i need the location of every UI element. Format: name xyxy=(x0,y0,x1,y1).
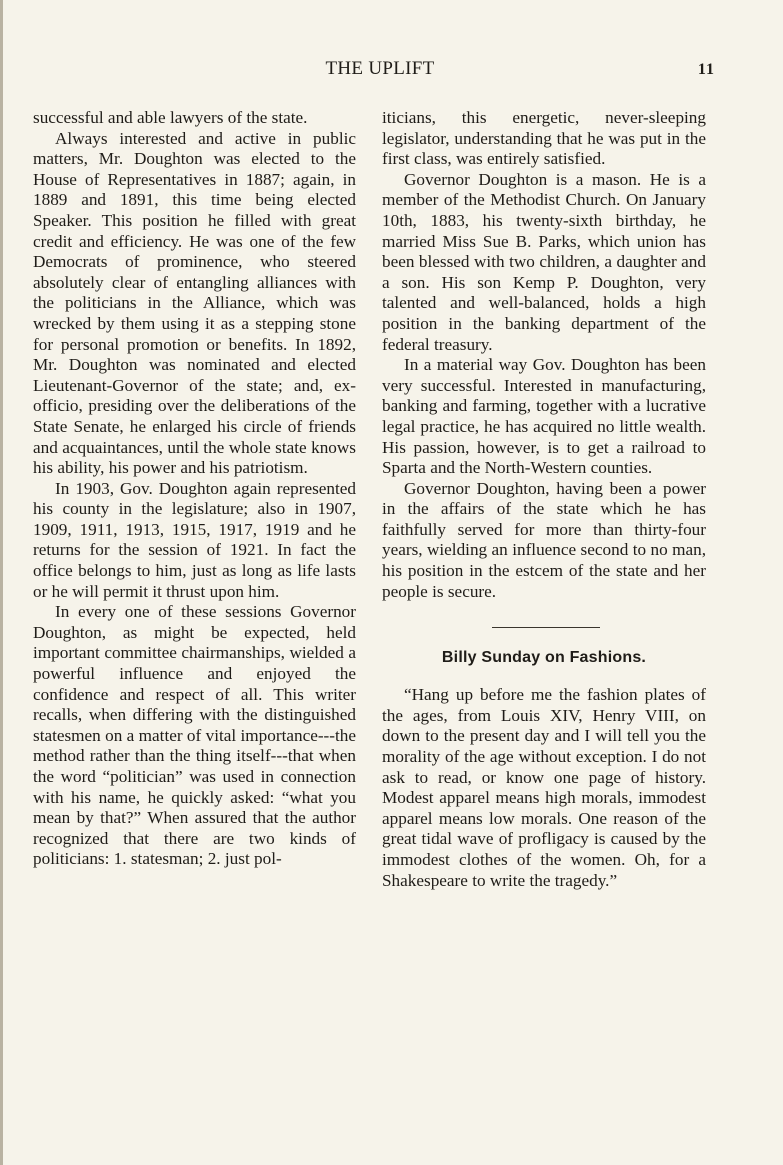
article-title: Billy Sunday on Fashions. xyxy=(441,649,647,667)
paragraph: In a material way Gov. Doughton has been very successful. Interested in manufacturing, banking and farming, together with a lucrative legal practice, he has acquired no little wealth. His passion, however, is to get a railroad to Sparta and the North-Western counties. xyxy=(382,355,706,478)
paragraph: successful and able lawyers of the state. xyxy=(33,108,308,127)
paragraph: Governor Doughton is a mason. He is a member of the Methodist Church. On January 10th, 1883, his twenty-sixth birthday, he married Miss Sue B. Parks, which union has been blessed with two children, a daughter and a son. His son Kemp P. Doughton, very talented and well-balanced, holds a high position in the banking department of the federal treasury. xyxy=(382,169,706,354)
article-paragraph: “Hang up before me the fashion plates of the ages, from Louis XIV, Henry VIII, on down to the present day and I will tell you the morality of the age without exception. I do not ask to read, or know one page of history. Modest apparel means high morals, immodest apparel means low morals. One reason of the great tidal wave of profligacy is caused by the immodest clothes of the women. Oh, for a Shakespeare to write the tragedy.” xyxy=(382,685,706,890)
running-title: THE UPLIFT xyxy=(325,58,435,79)
left-column xyxy=(33,108,356,870)
paragraph: In every one of these sessions Governor Doughton, as might be expected, held important committee chairmanships, wielded a powerful influence and enjoyed the confidence and respect of all. This writer recalls, when differing with the distinguished statesmen on a matter of vital importance---the method rather than the thing itself---that when the word “politician” was used in connection with his name, he quickly asked: “what you mean by that?” When assured that the author recognized that there are two kinds of politicians: 1. statesman; 2. just pol- xyxy=(33,602,356,869)
right-column xyxy=(382,108,706,891)
page-edge xyxy=(0,0,3,1165)
section-divider xyxy=(492,627,600,628)
page-number: 11 xyxy=(697,61,715,78)
paragraph: iticians, this energetic, never-sleeping legislator, understanding that he was put in the first class, was entirely satisfied. xyxy=(382,108,706,169)
paragraph: Governor Doughton, having been a power in the affairs of the state which he has faithfully served for more than thirty-four years, wielding an influence second to no man, his position in the estcem of the state and her people is secure. xyxy=(382,478,706,601)
paragraph: Always interested and active in public matters, Mr. Doughton was elected to the House of Representatives in 1887; again, in 1889 and 1891, this time being elected Speaker. This position he filled with great credit and efficiency. He was one of the few Democrats of prominence, who steered absolutely clear of entangling alliances with the politicians in the Alliance, which was wrecked by them using it as a stepping stone for personal promotion or benefits. In 1892, Mr. Doughton was nominated and elected Lieutenant-Governor of the state; and, ex-officio, presiding over the deliberations of the State Senate, he enlarged his circle of friends and acquaintances, until the whole state knows his ability, his power and his patriotism. xyxy=(33,128,356,478)
paragraph: In 1903, Gov. Doughton again represented his county in the legislature; also in 1907, 1909, 1911, 1913, 1915, 1917, 1919 and he returns for the session of 1921. In fact the office belongs to him, just as long as life lasts or he will permit it thrust upon him. xyxy=(33,478,356,601)
